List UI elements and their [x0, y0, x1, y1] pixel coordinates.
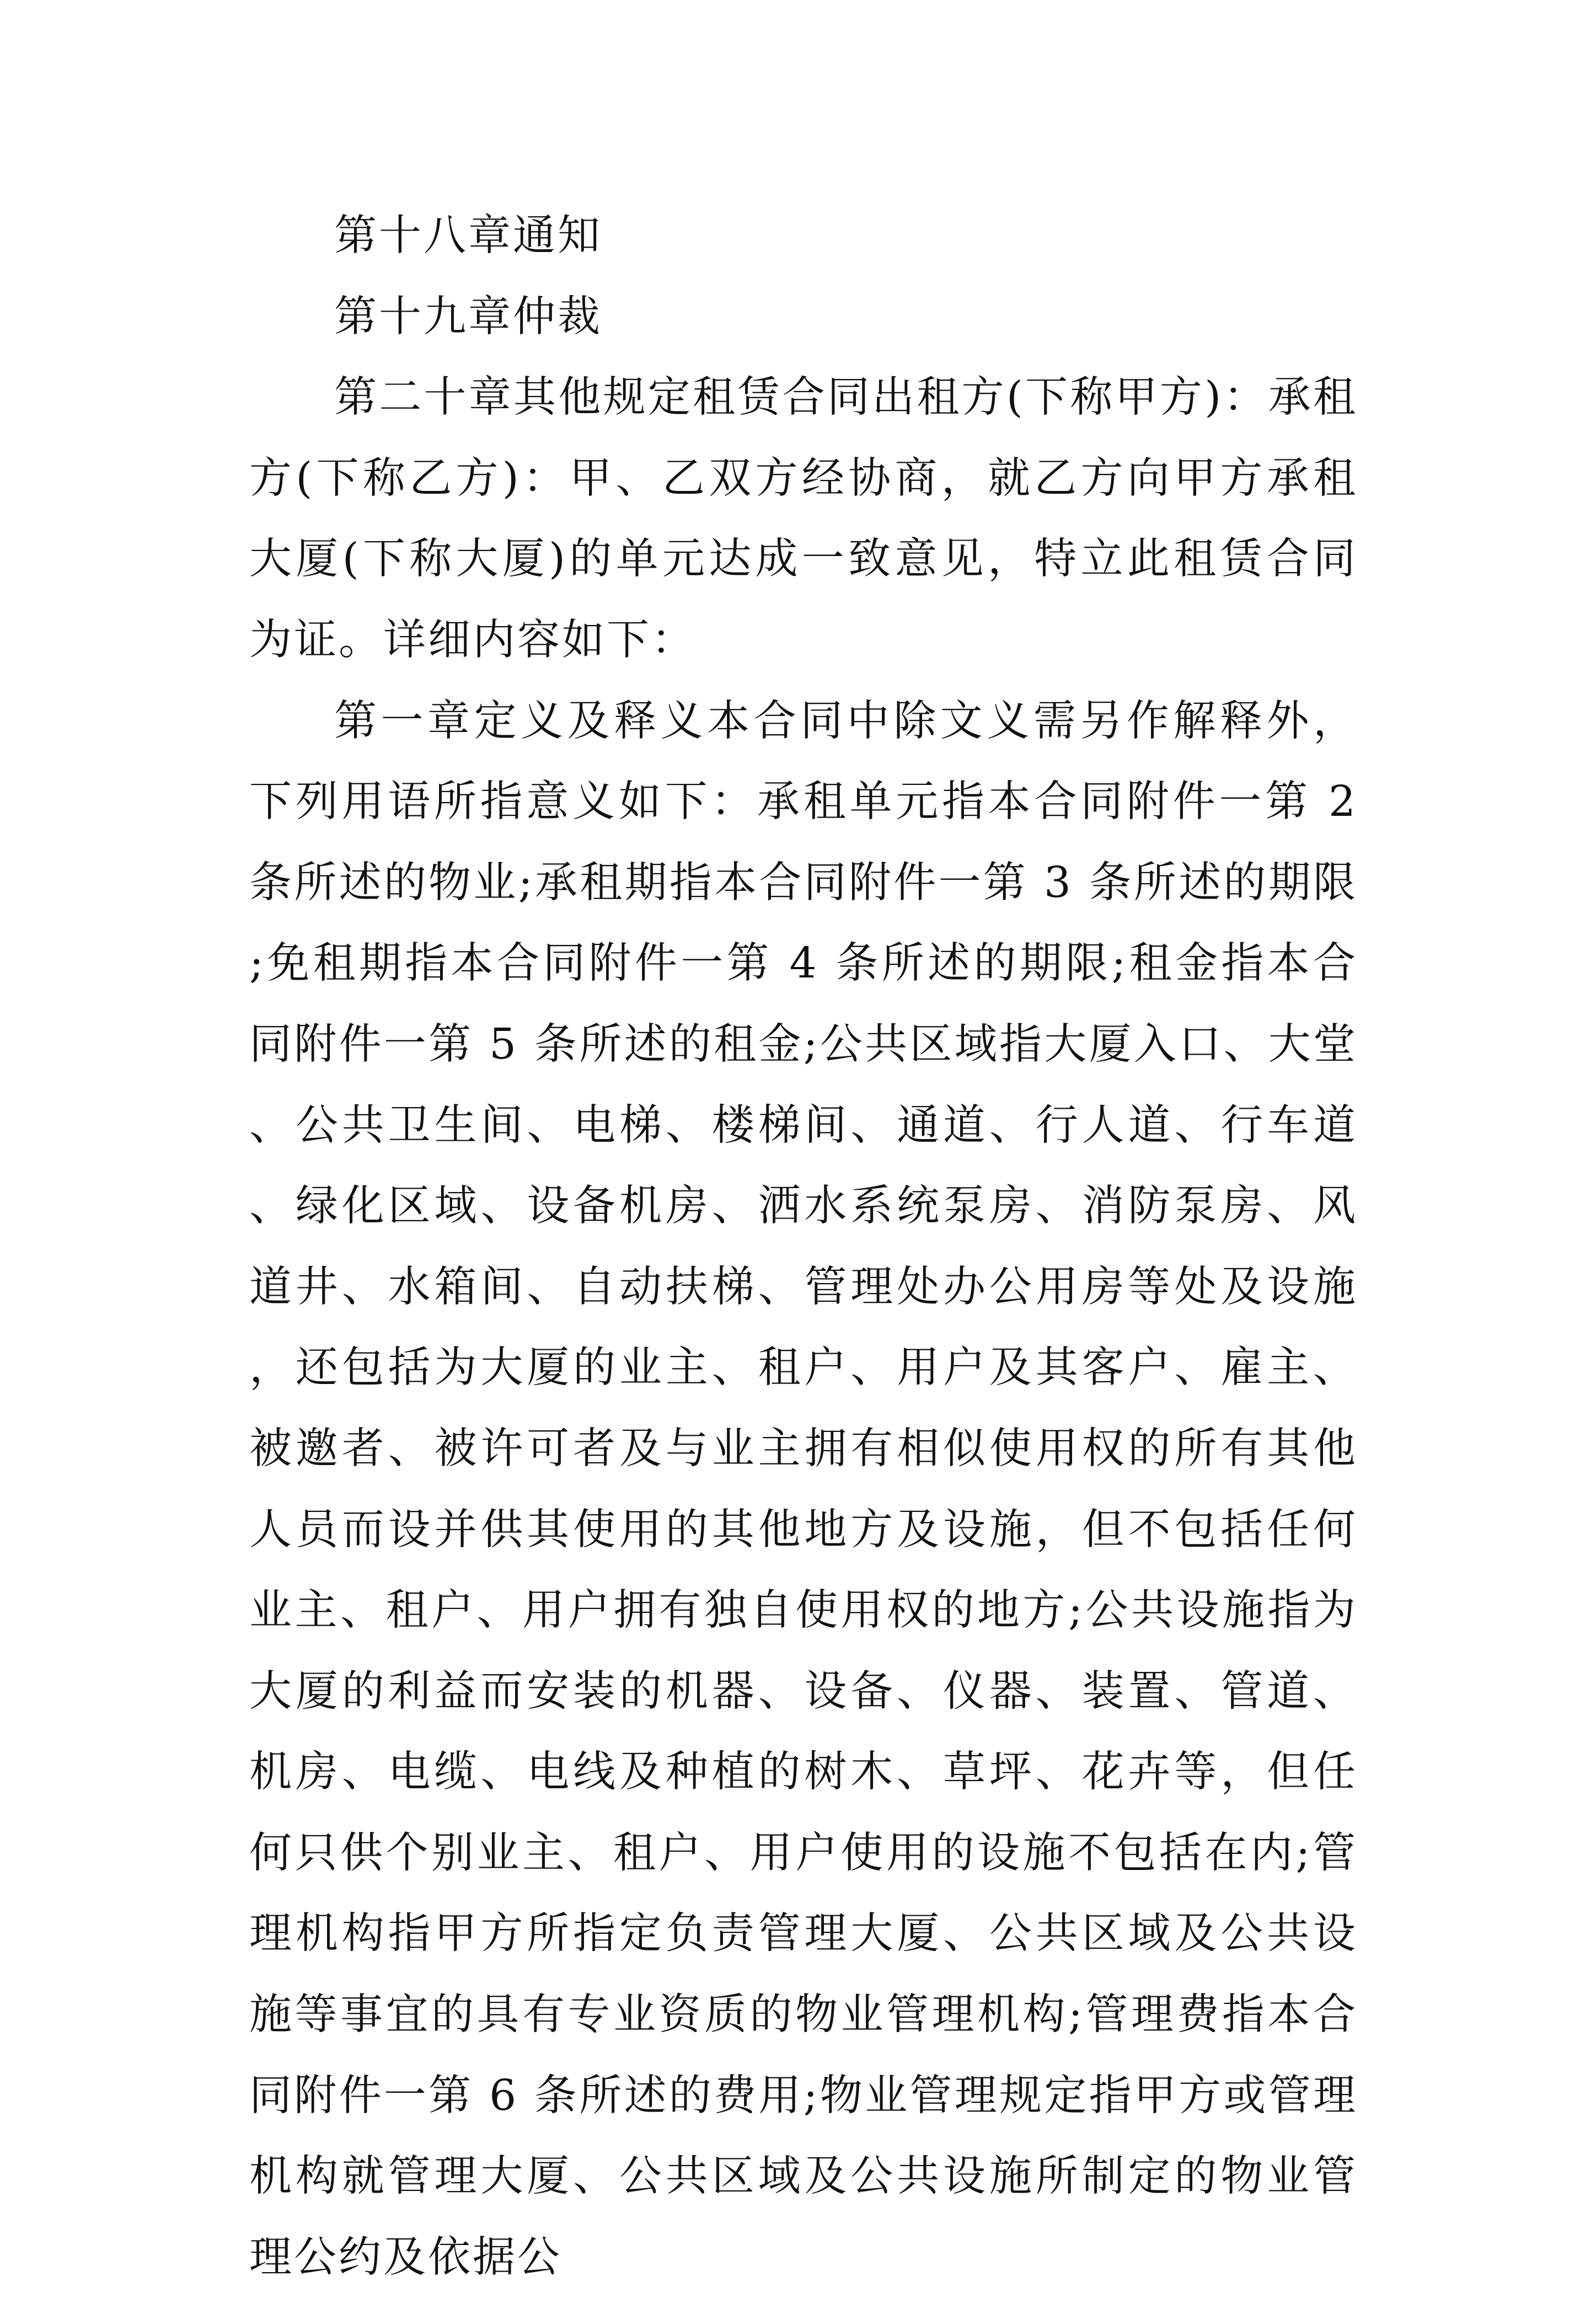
chapter-18-heading: 第十八章通知 [334, 211, 602, 260]
chapter-19-heading: 第十九章仲裁 [334, 292, 602, 341]
document-body [249, 196, 1358, 2298]
chapter-1-definitions-paragraph: 第一章定义及释义本合同中除文义需另作解释外，下列用语所指意义如下：承租单元指本合同附件一第 2 条所述的物业;承租期指本合同附件一第 3 条所述的期限;免租期指本合同附件一第 4 条所述的期限;租金指本合同附件一第 5 条所述的租金;公共区域指大厦入口、大堂、公共卫生间、电梯、楼梯间、通道、行人道、行车道、绿化区域、设备机房、洒水系统泵房、消防泵房、风道井、水箱间、自动扶梯、管理处办公用房等处及设施，还包括为大厦的业主、租户、用户及其客户、雇主、被邀者、被许可者及与业主拥有相似使用权的所有其他人员而设并供其使用的其他地方及设施，但不包括任何业主、租户、用户拥有独自使用权的地方;公共设施指为大厦的利益而安装的机器、设备、仪器、装置、管道、机房、电缆、电线及种植的树木、草坪、花卉等，但任何只供个别业主、租户、用户使用的设施不包括在内;管理机构指甲方所指定负责管理大厦、公共区域及公共设施等事宜的具有专业资质的物业管理机构;管理费指本合同附件一第 6 条所述的费用;物业管理规定指甲方或管理机构就管理大厦、公共区域及公共设施所制定的物业管理公约及依据公 [249, 696, 1358, 2282]
chapter-20-paragraph: 第二十章其他规定租赁合同出租方(下称甲方)：承租方(下称乙方)：甲、乙双方经协商，就乙方向甲方承租 大厦(下称大厦)的单元达成一致意见，特立此租赁合同为证。详细内容如下： [249, 373, 1358, 665]
